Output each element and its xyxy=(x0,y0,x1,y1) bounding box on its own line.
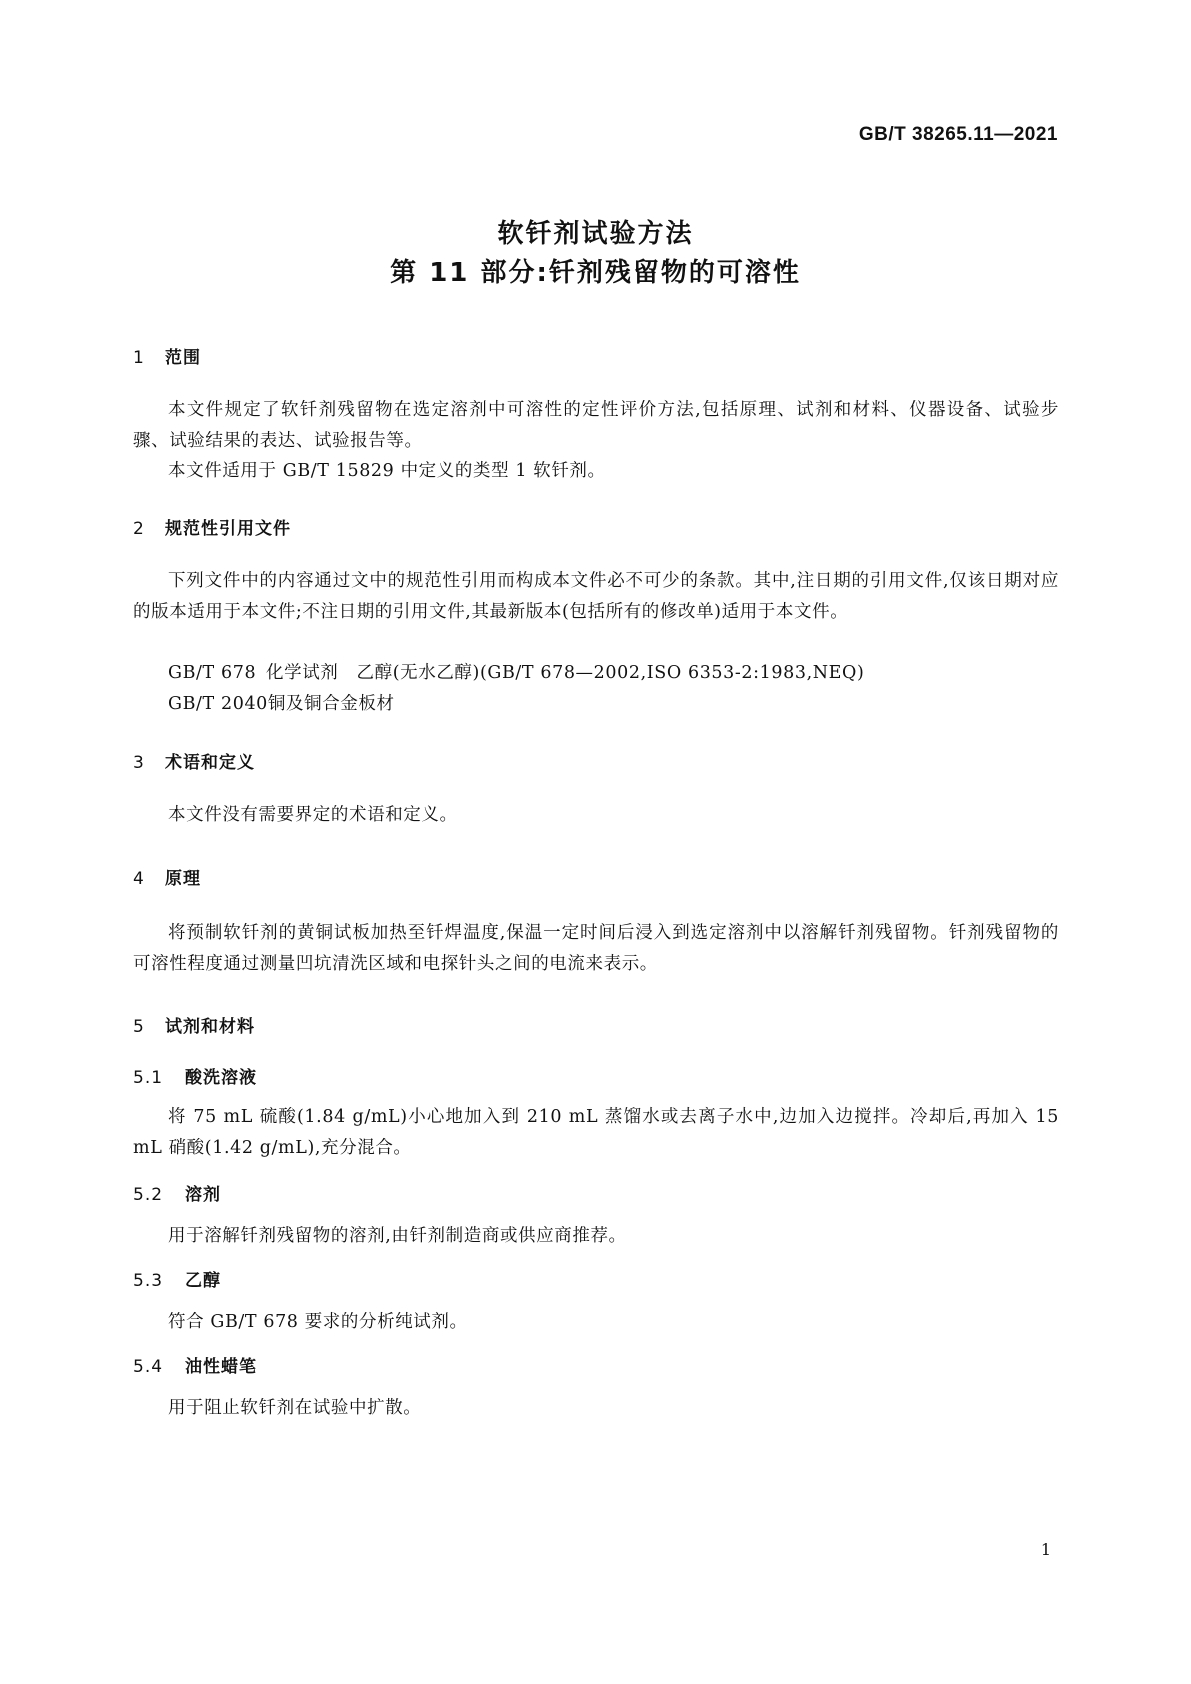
subsection-5-2-heading xyxy=(133,1180,221,1205)
section-title: 术语和定义 xyxy=(165,753,255,773)
subsection-5-1-heading xyxy=(133,1063,257,1088)
section-3-heading xyxy=(133,748,255,773)
subsection-number: 5.3 xyxy=(133,1271,164,1291)
section-2-heading xyxy=(133,514,291,539)
subsection-5-3-heading xyxy=(133,1266,221,1291)
reference-title: 化学试剂 乙醇(无水乙醇)(GB/T 678—2002,ISO 6353-2:1983,NEQ) xyxy=(266,663,865,683)
subsection-5-3-paragraph: 符合 GB/T 678 要求的分析纯试剂。 xyxy=(168,1312,468,1332)
section-1-paragraph-2: 本文件适用于 GB/T 15829 中定义的类型 1 软钎剂。 xyxy=(168,461,606,481)
reference-title: 铜及铜合金板材 xyxy=(267,694,395,714)
subsection-title: 酸洗溶液 xyxy=(185,1068,257,1088)
subsection-title: 油性蜡笔 xyxy=(185,1357,257,1377)
section-number: 4 xyxy=(133,869,145,889)
section-5-heading xyxy=(133,1012,255,1037)
normative-reference-item xyxy=(168,658,1058,689)
section-number: 5 xyxy=(133,1017,145,1037)
subsection-number: 5.4 xyxy=(133,1357,164,1377)
section-title: 原理 xyxy=(165,869,201,889)
normative-reference-item xyxy=(168,689,1058,720)
reference-code: GB/T 678 xyxy=(168,663,257,683)
section-4-paragraph-1: 将预制软钎剂的黄铜试板加热至钎焊温度,保温一定时间后浸入到选定溶剂中以溶解钎剂残留物。钎剂残留物的可溶性程度通过测量凹坑清洗区域和电探针头之间的电流来表示。 xyxy=(133,923,1059,974)
document-title-line1: 软钎剂试验方法 xyxy=(497,219,694,249)
reference-code: GB/T 2040 xyxy=(168,694,268,714)
document-title-line2: 第 11 部分:钎剂残留物的可溶性 xyxy=(390,258,801,288)
page-number: 1 xyxy=(1040,1540,1051,1559)
subsection-5-4-heading xyxy=(133,1352,257,1377)
section-number: 3 xyxy=(133,753,145,773)
section-number: 1 xyxy=(133,348,145,368)
section-1-paragraph-1: 本文件规定了软钎剂残留物在选定溶剂中可溶性的定性评价方法,包括原理、试剂和材料、仪器设备、试验步骤、试验结果的表达、试验报告等。 xyxy=(133,400,1059,451)
subsection-5-4-paragraph: 用于阻止软钎剂在试验中扩散。 xyxy=(168,1398,422,1418)
section-title: 规范性引用文件 xyxy=(165,519,291,539)
subsection-number: 5.2 xyxy=(133,1185,164,1205)
section-4-heading xyxy=(133,864,201,889)
subsection-5-2-paragraph: 用于溶解钎剂残留物的溶剂,由钎剂制造商或供应商推荐。 xyxy=(168,1226,627,1246)
section-number: 2 xyxy=(133,519,145,539)
section-title: 范围 xyxy=(165,348,201,368)
section-3-paragraph-1: 本文件没有需要界定的术语和定义。 xyxy=(168,805,458,825)
section-1-heading xyxy=(133,343,201,368)
standard-number: GB/T 38265.11—2021 xyxy=(858,124,1058,145)
subsection-title: 溶剂 xyxy=(185,1185,221,1205)
subsection-title: 乙醇 xyxy=(185,1271,221,1291)
subsection-number: 5.1 xyxy=(133,1068,164,1088)
section-2-paragraph-1: 下列文件中的内容通过文中的规范性引用而构成本文件必不可少的条款。其中,注日期的引用文件,仅该日期对应的版本适用于本文件;不注日期的引用文件,其最新版本(包括所有的修改单)适用于本文件。 xyxy=(133,571,1059,622)
subsection-5-1-paragraph: 将 75 mL 硫酸(1.84 g/mL)小心地加入到 210 mL 蒸馏水或去离子水中,边加入边搅拌。冷却后,再加入 15 mL 硝酸(1.42 g/mL),充分混合。 xyxy=(133,1107,1059,1158)
section-title: 试剂和材料 xyxy=(165,1017,255,1037)
